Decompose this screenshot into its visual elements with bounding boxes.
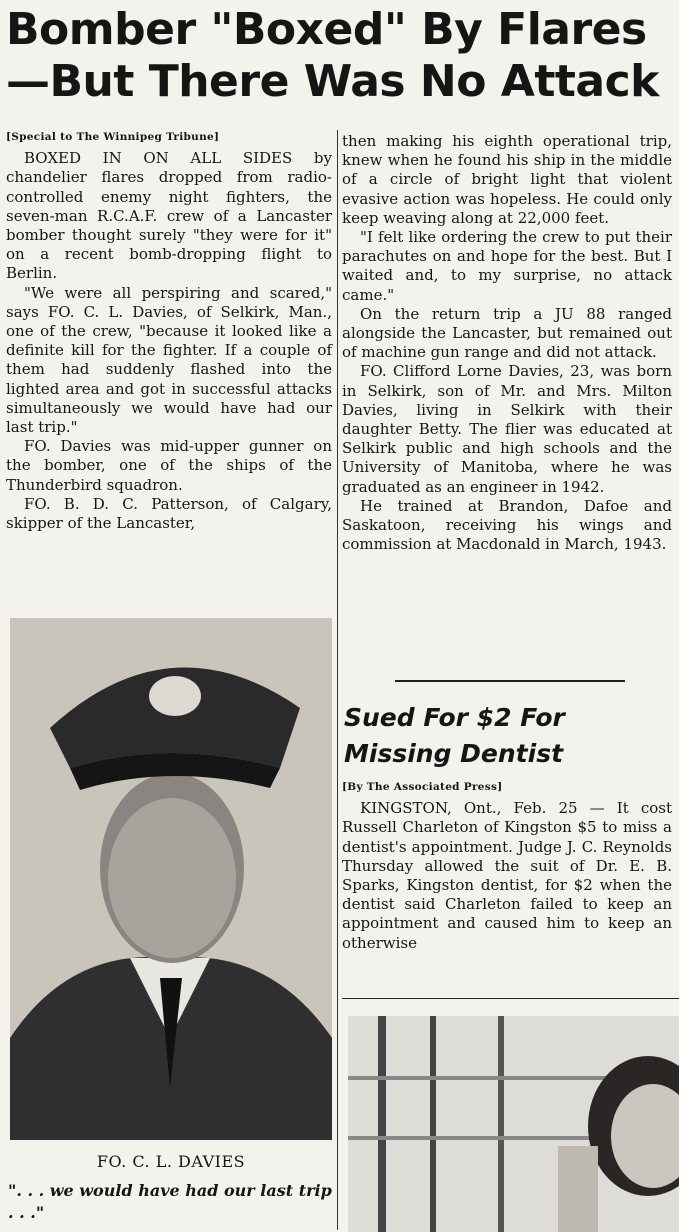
story1-paragraph: FO. B. D. C. Patterson, of Calgary, skipper of the Lancaster, (6, 494, 332, 533)
story1-paragraph: On the return trip a JU 88 ranged alongside the Lancaster, but remained out of machine gun range and did not attack. (342, 304, 672, 362)
story1-left-column (6, 128, 332, 533)
woman-photo (348, 1016, 679, 1232)
photo-caption-quote: ". . . we would have had our last trip . . ." (8, 1181, 332, 1222)
portrait-photo (10, 618, 332, 1140)
photo-caption-name: FO. C. L. DAVIES (96, 1152, 246, 1171)
headline-line-1: Bomber "Boxed" By Flares (6, 4, 647, 55)
headline-line-2: —But There Was No Attack (6, 56, 659, 107)
story2-headline (344, 700, 674, 772)
story1-paragraph: then making his eighth operational trip, knew when he found his ship in the middle of a circle of bright light that violent evasive action was hopeless. He could only keep weaving along at 22,000 feet. (342, 132, 672, 227)
story2-headline-line-2: Missing Dentist (344, 739, 564, 768)
headline (6, 4, 674, 108)
woman-photo-illustration (348, 1016, 679, 1232)
story2-paragraph: KINGSTON, Ont., Feb. 25 — It cost Russell Charleton of Kingston $5 to miss a dentist's appointment. Judge J. C. Reynolds Thursday allowed the suit of Dr. E. B. Sparks, Kingston dentist, for $2 when the dentist said Charleton failed to keep an appointment and caused him to keep an otherwise (342, 799, 672, 952)
story1-paragraph: BOXED IN ON ALL SIDES by chandelier flares dropped from radio-controlled enemy night fighters, the seven-man R.C.A.F. crew of a Lancaster bomber thought surely "they were for it" on a recent bomb-dropping flight to Berlin. (6, 149, 332, 283)
story1-paragraph: He trained at Brandon, Dafoe and Saskatoon, receiving his wings and commission at Macdonald in March, 1943. (342, 496, 672, 554)
story1-right-column (342, 132, 672, 554)
story1-paragraph: FO. Clifford Lorne Davies, 23, was born in Selkirk, son of Mr. and Mrs. Milton Davies, living in Selkirk with their daughter Betty. The flier was educated at Selkirk public and high schools and the University of Manitoba, where he was graduated as an engineer in 1942. (342, 362, 672, 496)
column-divider (337, 130, 338, 1230)
section-divider (395, 680, 625, 682)
story2-credit: [By The Associated Press] (342, 781, 503, 793)
story1-paragraph: "I felt like ordering the crew to put their parachutes on and hope for the best. But I waited and, to my surprise, no attack came." (342, 228, 672, 304)
story2-headline-line-1: Sued For $2 For (344, 703, 565, 732)
section-divider-bottom (342, 998, 679, 999)
story1-paragraph: "We were all perspiring and scared," says FO. C. L. Davies, of Selkirk, Man., one of the crew, "because it looked like a definite kill for the fighter. If a couple of them had suddenly flashed into the lighted area and got in successful attacks simultaneously we would have had our last trip." (6, 283, 332, 437)
story1-credit: [Special to The Winnipeg Tribune] (6, 131, 220, 143)
portrait-illustration (10, 618, 332, 1140)
story2-column (342, 778, 672, 953)
story1-paragraph: FO. Davies was mid-upper gunner on the bomber, one of the ships of the Thunderbird squadron. (6, 437, 332, 494)
